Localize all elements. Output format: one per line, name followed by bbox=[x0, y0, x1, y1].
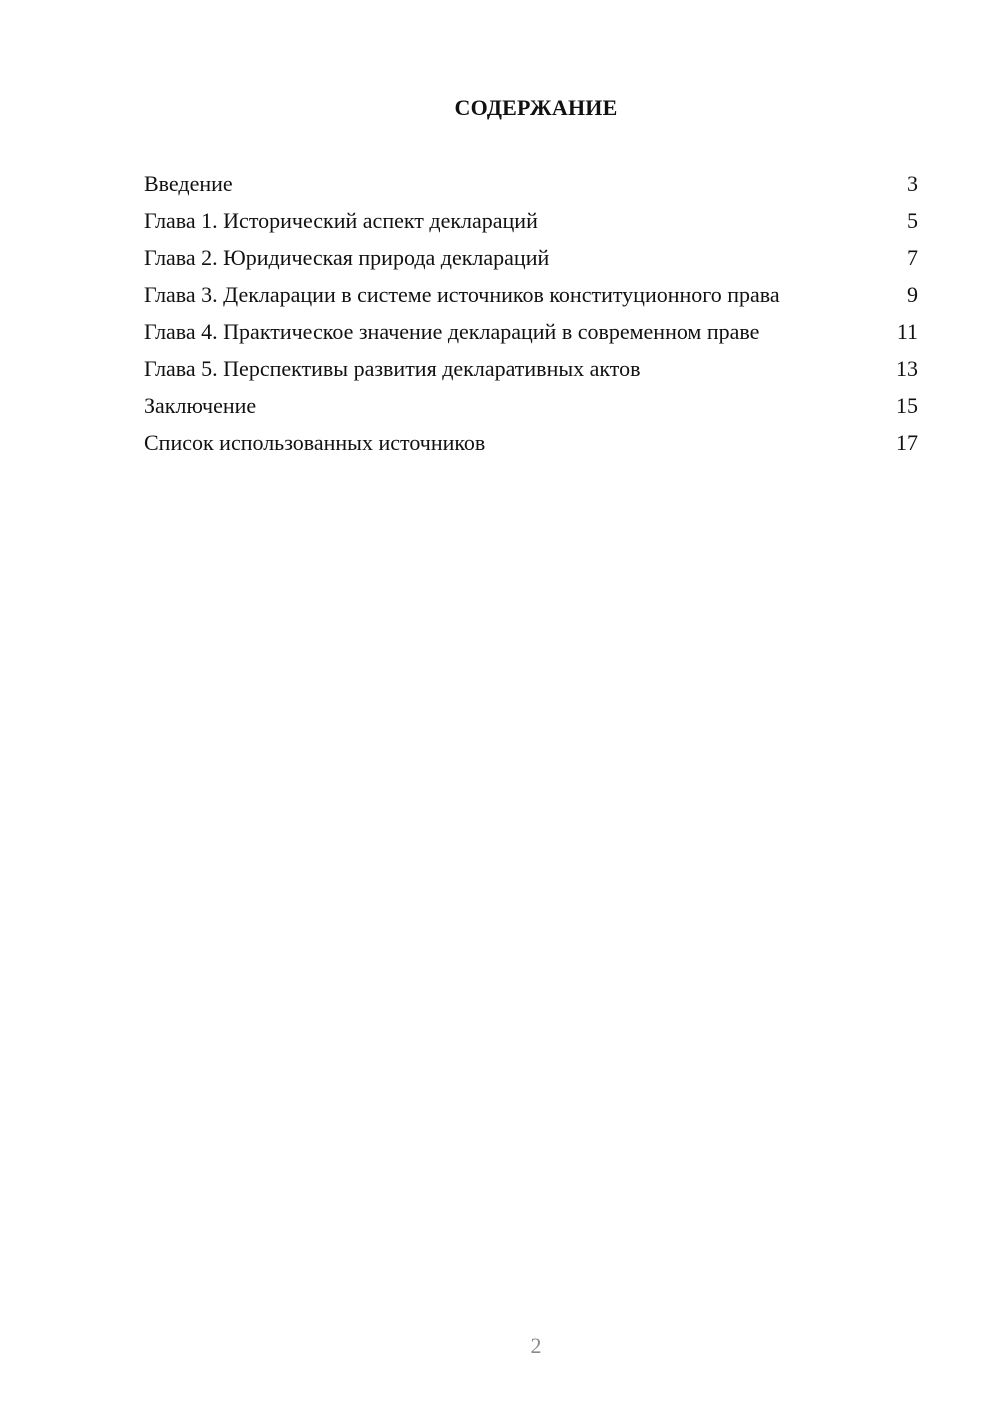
toc-entry-chapter-5 bbox=[144, 355, 918, 382]
toc-entry-chapter-3 bbox=[144, 281, 918, 308]
toc-entry-text: Глава 1. Исторический аспект деклараций bbox=[144, 208, 538, 233]
toc-entry-text: Глава 3. Декларации в системе источников конституционного права bbox=[144, 282, 780, 307]
toc-entry-text: Глава 2. Юридическая природа деклараций bbox=[144, 245, 550, 270]
toc-entry-text: Введение bbox=[144, 171, 233, 196]
toc-entry-introduction bbox=[144, 170, 918, 197]
table-of-contents bbox=[144, 170, 918, 466]
toc-entry-page: 7 bbox=[907, 245, 918, 270]
toc-entry-text: Список использованных источников bbox=[144, 430, 486, 455]
toc-entry-page: 11 bbox=[896, 319, 918, 344]
toc-entry-text: Заключение bbox=[144, 393, 257, 418]
toc-entry-page: 3 bbox=[907, 171, 918, 196]
toc-entry-page: 15 bbox=[896, 393, 918, 418]
toc-entry-chapter-4 bbox=[144, 318, 918, 345]
page-number: 2 bbox=[530, 1333, 542, 1358]
toc-entry-chapter-2 bbox=[144, 244, 918, 271]
toc-entry-page: 9 bbox=[907, 282, 918, 307]
page-title: СОДЕРЖАНИЕ bbox=[454, 95, 618, 120]
toc-entry-references bbox=[144, 429, 918, 456]
toc-entry-conclusion bbox=[144, 392, 918, 419]
toc-entry-page: 13 bbox=[896, 356, 918, 381]
toc-entry-chapter-1 bbox=[144, 207, 918, 234]
toc-entry-page: 5 bbox=[907, 208, 918, 233]
toc-entry-text: Глава 4. Практическое значение деклараций в современном праве bbox=[144, 319, 760, 344]
toc-entry-page: 17 bbox=[896, 430, 918, 455]
toc-entry-text: Глава 5. Перспективы развития декларативных актов bbox=[144, 356, 641, 381]
